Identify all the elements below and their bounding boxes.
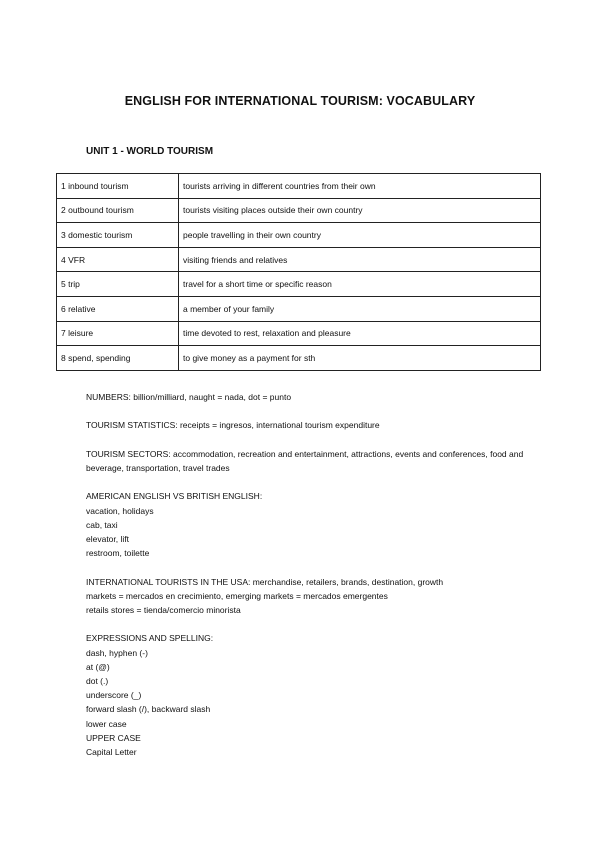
sectors-paragraph: TOURISM SECTORS: accommodation, recreation and entertainment, attractions, events and conferences, food and beverage, transportation, travel trades bbox=[86, 448, 524, 473]
unit-heading: UNIT 1 - WORLD TOURISM bbox=[86, 146, 214, 157]
vocab-term: 5 trip bbox=[57, 272, 179, 297]
vocab-term: 7 leisure bbox=[57, 321, 179, 346]
list-item: elevator, lift bbox=[86, 533, 129, 544]
vocab-definition: people travelling in their own country bbox=[179, 223, 541, 248]
numbers-line: NUMBERS: billion/milliard, naught = nada, dot = punto bbox=[86, 392, 292, 402]
expressions-block bbox=[86, 631, 546, 759]
vocab-term: 4 VFR bbox=[57, 247, 179, 272]
list-item: underscore (_) bbox=[86, 690, 142, 701]
vocab-definition: travel for a short time or specific reason bbox=[179, 272, 541, 297]
table-row bbox=[57, 321, 541, 346]
statistics-block bbox=[86, 418, 546, 432]
vocab-definition: time devoted to rest, relaxation and pleasure bbox=[179, 321, 541, 346]
table-row bbox=[57, 198, 541, 223]
american-british-heading: AMERICAN ENGLISH VS BRITISH ENGLISH: bbox=[86, 491, 263, 502]
vocab-term: 6 relative bbox=[57, 296, 179, 321]
list-item: vacation, holidays bbox=[86, 505, 154, 516]
list-item: Capital Letter bbox=[86, 747, 137, 757]
sectors-block bbox=[86, 447, 546, 475]
table-row bbox=[57, 272, 541, 297]
vocab-definition: visiting friends and relatives bbox=[179, 247, 541, 272]
table-row bbox=[57, 174, 541, 199]
table-row bbox=[57, 346, 541, 371]
vocab-term: 2 outbound tourism bbox=[57, 198, 179, 223]
statistics-line: TOURISM STATISTICS: receipts = ingresos, international tourism expenditure bbox=[86, 420, 380, 431]
list-item: dot (.) bbox=[86, 675, 109, 686]
expressions-heading: EXPRESSIONS AND SPELLING: bbox=[86, 633, 214, 644]
numbers-block bbox=[86, 390, 546, 404]
vocabulary-table bbox=[56, 173, 541, 371]
usa-line: markets = mercados en crecimiento, emerging markets = mercados emergentes bbox=[86, 590, 388, 601]
vocab-term: 1 inbound tourism bbox=[57, 174, 179, 199]
list-item: UPPER CASE bbox=[86, 732, 141, 743]
usa-block bbox=[86, 575, 546, 618]
list-item: dash, hyphen (-) bbox=[86, 647, 148, 658]
list-item: lower case bbox=[86, 718, 127, 729]
vocab-definition: to give money as a payment for sth bbox=[179, 346, 541, 371]
table-row bbox=[57, 247, 541, 272]
vocab-definition: tourists arriving in different countries from their own bbox=[179, 174, 541, 199]
usa-line: retails stores = tienda/comercio minorista bbox=[86, 604, 241, 615]
list-item: restroom, toilette bbox=[86, 548, 150, 559]
american-british-block bbox=[86, 489, 546, 560]
vocab-definition: a member of your family bbox=[179, 296, 541, 321]
vocab-definition: tourists visiting places outside their own country bbox=[179, 198, 541, 223]
vocab-term: 3 domestic tourism bbox=[57, 223, 179, 248]
list-item: at (@) bbox=[86, 661, 110, 672]
table-row bbox=[57, 223, 541, 248]
page-title: ENGLISH FOR INTERNATIONAL TOURISM: VOCABULARY bbox=[124, 94, 476, 108]
usa-line: INTERNATIONAL TOURISTS IN THE USA: merchandise, retailers, brands, destination, growth bbox=[86, 576, 444, 587]
vocab-term: 8 spend, spending bbox=[57, 346, 179, 371]
list-item: cab, taxi bbox=[86, 519, 118, 530]
list-item: forward slash (/), backward slash bbox=[86, 704, 211, 715]
notes-section bbox=[86, 390, 546, 773]
table-row bbox=[57, 296, 541, 321]
